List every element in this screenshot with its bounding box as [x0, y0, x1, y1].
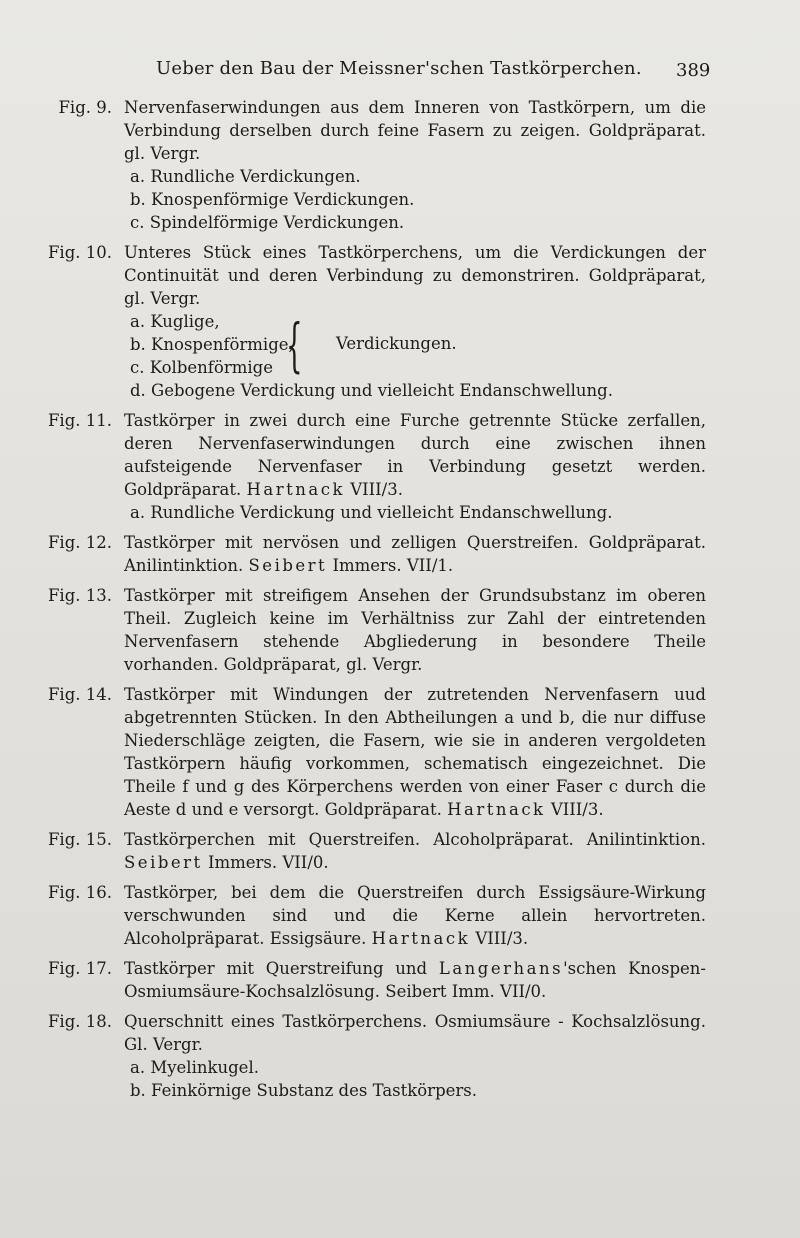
subitem: b. Feinkörnige Substanz des Tastkörpers. — [130, 1081, 477, 1100]
author-name: Hartnack — [447, 800, 546, 819]
figure-caption — [124, 1010, 706, 1102]
figure-caption — [124, 881, 706, 950]
caption-suffix: VIII/3. — [350, 480, 403, 499]
brace-label: Verdickungen. — [336, 334, 457, 353]
subitem: d. Gebogene Verdickung und vielleicht Endanschwellung. — [130, 381, 613, 400]
figure-caption — [124, 96, 706, 234]
figure-label: Fig. 17. — [47, 959, 112, 978]
figure-entry — [0, 881, 800, 950]
figure-label: Fig. 12. — [47, 533, 112, 552]
author-name: Hartnack — [371, 929, 471, 948]
figure-label: Fig. 10. — [47, 243, 112, 262]
caption-text: Tastkörper mit streifigem Ansehen der Grundsubstanz im oberen Theil. Zugleich keine im Verhältniss zur Zahl der eintretenden Nervenfasern stehende Abgliederung in besondere Theile vorhanden. Goldpräparat, gl. Vergr. — [124, 586, 706, 674]
figure-entry — [0, 409, 800, 524]
figure-entry — [0, 584, 800, 676]
curly-brace: { — [286, 311, 303, 379]
brace-item: b. Knospenförmige, — [130, 335, 294, 354]
caption-text: Nervenfaserwindungen aus dem Inneren von Tastkörpern, um die Verbindung derselben durch feine Fasern zu zeigen. Goldpräparat. gl. Vergr. — [124, 98, 706, 163]
figure-caption — [124, 241, 706, 402]
caption-suffix: VIII/3. — [475, 929, 529, 948]
figure-caption — [124, 683, 706, 821]
figure-caption — [124, 409, 706, 524]
figure-caption — [124, 531, 706, 577]
brace-item: a. Kuglige, — [130, 312, 220, 331]
author-name: Seibert — [124, 853, 203, 872]
caption-text: Tastkörperchen mit Querstreifen. Alcoholpräparat. Anilintinktion. — [124, 830, 706, 849]
author-name: Hartnack — [246, 480, 345, 499]
brace-item: c. Kolbenförmige — [130, 358, 273, 377]
figure-label: Fig. 15. — [47, 830, 112, 849]
caption-suffix: VIII/3. — [550, 800, 604, 819]
figure-label: Fig. 13. — [47, 586, 112, 605]
figure-legends — [0, 96, 800, 1109]
caption-text: Tastkörper mit Querstreifung und — [124, 959, 428, 978]
caption-text: Unteres Stück eines Tastkörperchens, um die Verdickungen der Continuität und deren Verbindung zu demonstriren. Goldpräparat, gl. Vergr. — [124, 243, 706, 308]
figure-caption — [124, 584, 706, 676]
caption-suffix: 'schen Knospen-Osmiumsäure-Kochsalzlösung. Seibert Imm. VII/0. — [124, 959, 706, 1001]
figure-entry — [0, 96, 800, 234]
figure-entry — [0, 957, 800, 1003]
author-name: Langerhans — [438, 959, 564, 978]
figure-entry — [0, 241, 800, 402]
caption-suffix: Immers. VII/0. — [207, 853, 329, 872]
author-name: Seibert — [248, 556, 328, 575]
caption-text: Tastkörper, bei dem die Querstreifen durch Essigsäure-Wirkung verschwunden sind und die Kerne allein hervortreten. Alcoholpräparat. Essigsäure. — [124, 883, 706, 948]
subitem: c. Spindelförmige Verdickungen. — [130, 213, 405, 232]
caption-text: Querschnitt eines Tastkörperchens. Osmiumsäure - Kochsalzlösung. Gl. Vergr. — [124, 1012, 706, 1054]
figure-label: Fig. 14. — [47, 685, 112, 704]
brace-group — [130, 310, 706, 379]
caption-suffix: Immers. VII/1. — [332, 556, 454, 575]
caption-text: Tastkörper mit nervösen und zelligen Querstreifen. Goldpräparat. Anilintinktion. — [124, 533, 706, 575]
subitem: b. Knospenförmige Verdickungen. — [130, 190, 415, 209]
subitem: a. Myelinkugel. — [130, 1058, 259, 1077]
figure-label: Fig. 11. — [47, 411, 112, 430]
subitem: a. Rundliche Verdickung und vielleicht Endanschwellung. — [130, 503, 613, 522]
caption-text: Tastkörper mit Windungen der zutretenden Nervenfasern uud abgetrennten Stücken. In den Abtheilungen a und b, die nur diffuse Niederschläge zeigten, die Fasern, wie sie in anderen vergoldeten Tastkörpern häufig vorkommen, schematisch eingezeichnet. Die Theile f und g des Körperchens werden von einer Faser c durch die Aeste d und e versorgt. Goldpräparat. — [124, 685, 706, 819]
page-header — [0, 54, 800, 84]
figure-caption — [124, 828, 706, 874]
caption-text: Tastkörper in zwei durch eine Furche getrennte Stücke zerfallen, deren Nervenfaserwindungen durch eine zwischen ihnen aufsteigende Nervenfaser in Verbindung gesetzt werden. Goldpräparat. — [124, 411, 706, 499]
running-title: Ueber den Bau der Meissner'schen Tastkörperchen. — [156, 58, 642, 79]
figure-caption — [124, 957, 706, 1003]
subitem: a. Rundliche Verdickungen. — [130, 167, 361, 186]
figure-entry — [0, 828, 800, 874]
figure-label: Fig. 9. — [58, 98, 112, 117]
figure-entry — [0, 531, 800, 577]
page-number: 389 — [676, 60, 711, 81]
figure-entry — [0, 683, 800, 821]
figure-label: Fig. 16. — [47, 883, 112, 902]
figure-label: Fig. 18. — [47, 1012, 112, 1031]
figure-entry — [0, 1010, 800, 1102]
